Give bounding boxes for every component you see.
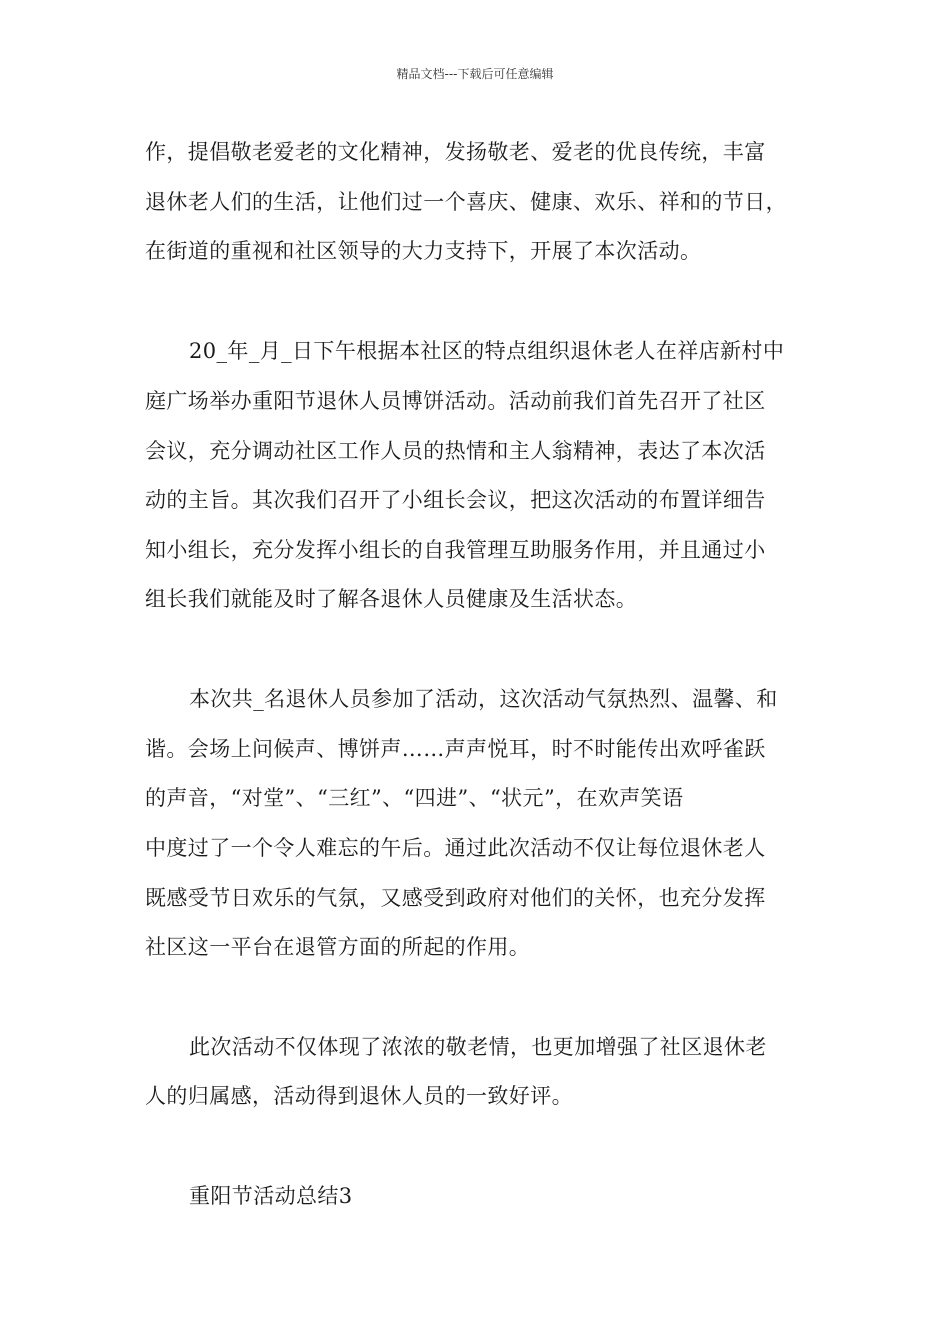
paragraph-line: 作，提倡敬老爱老的文化精神，发扬敬老、爱老的优良传统，丰富 bbox=[145, 140, 766, 164]
paragraph-line: 知小组长，充分发挥小组长的自我管理互助服务作用，并且通过小 bbox=[145, 538, 766, 562]
paragraph-line: 此次活动不仅体现了浓浓的敬老情，也更加增强了社区退休老 bbox=[189, 1035, 767, 1059]
paragraph-line: 庭广场举办重阳节退休人员博饼活动。活动前我们首先召开了社区 bbox=[145, 389, 766, 413]
paragraph-line: 动的主旨。其次我们召开了小组长会议，把这次活动的布置详细告 bbox=[145, 488, 766, 512]
paragraph-line: 组长我们就能及时了解各退休人员健康及生活状态。 bbox=[145, 587, 638, 611]
paragraph-line: 20_年_月_日下午根据本社区的特点组织退休老人在祥店新村中 bbox=[189, 339, 785, 363]
paragraph-line: 本次共_名退休人员参加了活动，这次活动气氛热烈、温馨、和 bbox=[189, 687, 778, 711]
paragraph-line: 中度过了一个令人难忘的午后。通过此次活动不仅让每位退休老人 bbox=[145, 836, 766, 860]
paragraph-line: 人的归属感，活动得到退休人员的一致好评。 bbox=[145, 1084, 573, 1108]
paragraph-line: 的声音，“对堂”、“三红”、“四进”、“状元”，在欢声笑语 bbox=[145, 786, 684, 810]
page-header: 精品文档---下载后可任意编辑 bbox=[396, 67, 554, 81]
paragraph-line: 会议，充分调动社区工作人员的热情和主人翁精神，表达了本次活 bbox=[145, 439, 766, 463]
section-heading: 重阳节活动总结3 bbox=[189, 1184, 353, 1208]
paragraph-line: 在街道的重视和社区领导的大力支持下，开展了本次活动。 bbox=[145, 239, 702, 263]
paragraph-line: 谐。会场上问候声、博饼声……声声悦耳，时不时能传出欢呼雀跃 bbox=[145, 737, 766, 761]
paragraph-line: 社区这一平台在退管方面的所起的作用。 bbox=[145, 935, 531, 959]
paragraph-line: 既感受节日欢乐的气氛，又感受到政府对他们的关怀，也充分发挥 bbox=[145, 886, 766, 910]
paragraph-line: 退休老人们的生活，让他们过一个喜庆、健康、欢乐、祥和的节日， bbox=[145, 190, 787, 214]
